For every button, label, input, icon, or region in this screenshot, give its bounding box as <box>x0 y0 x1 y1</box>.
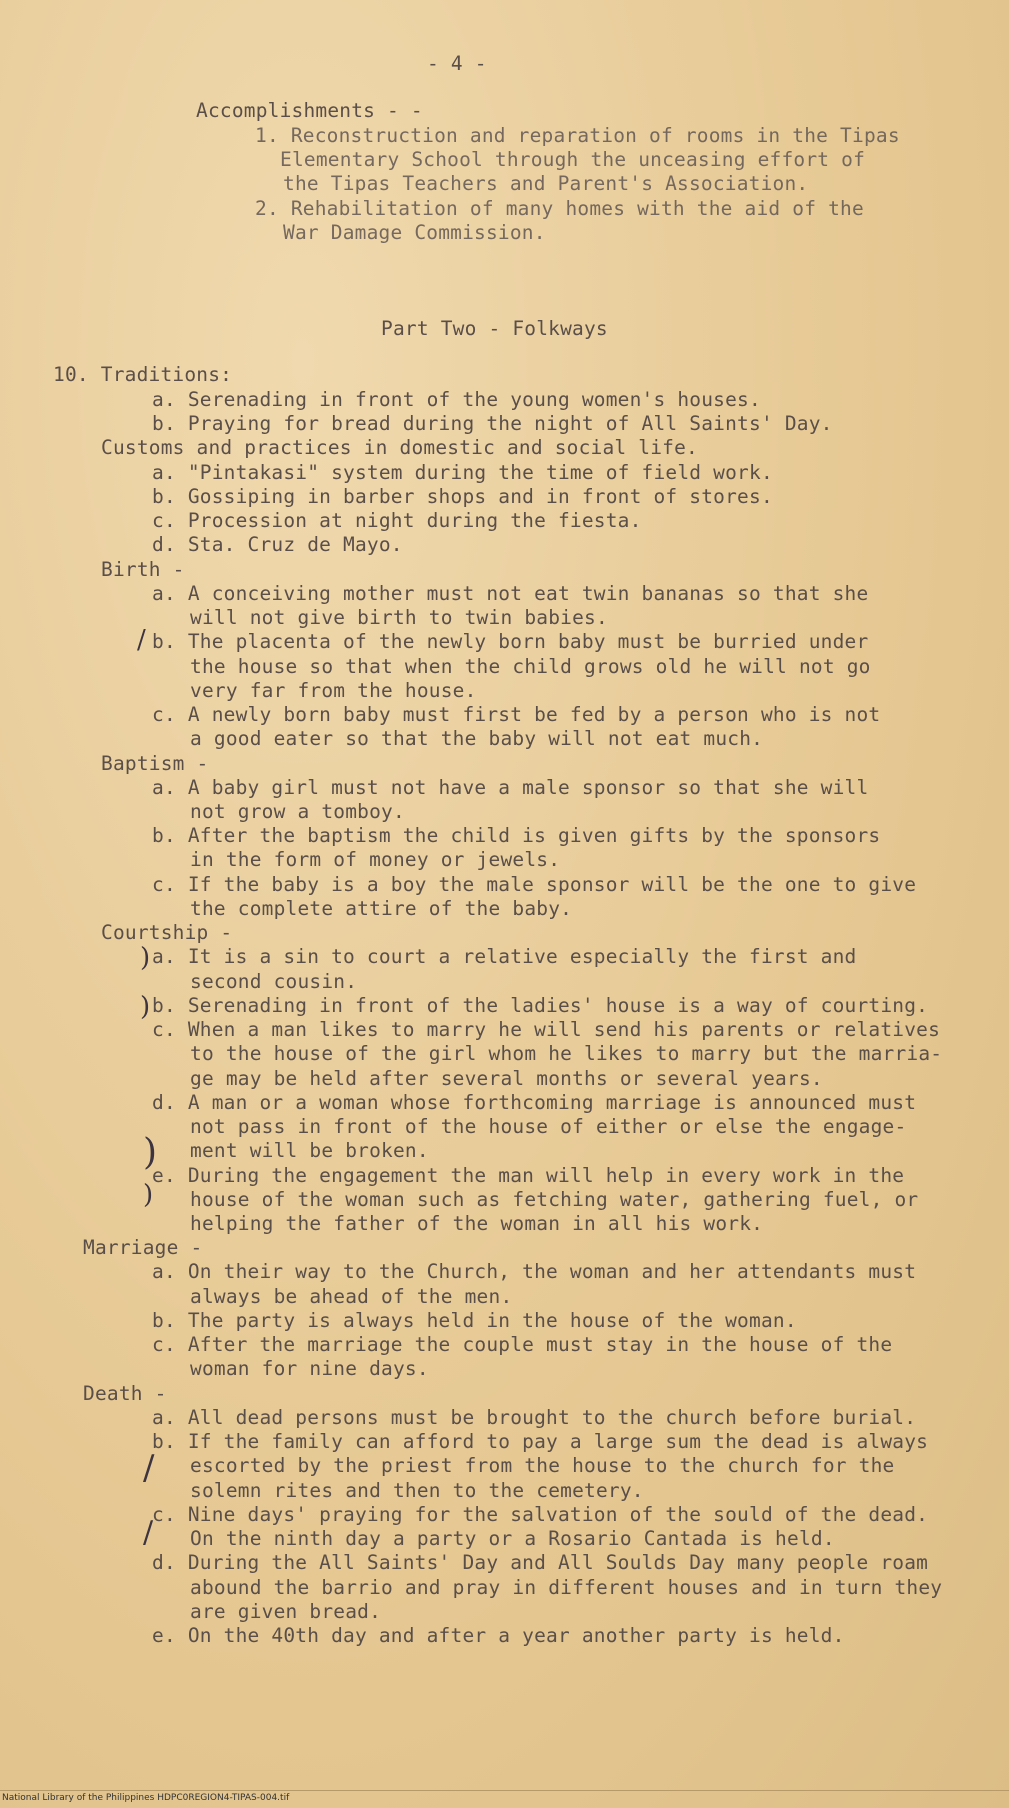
death-item-a: a. All dead persons must be brought to the church before burial. <box>152 1406 917 1429</box>
tradition-item-a: a. Serenading in front of the young women's houses. <box>152 388 761 411</box>
traditions-heading: 10. Traditions: <box>53 363 233 386</box>
accomplishment-line: 2. Rehabilitation of many homes with the aid of the <box>255 197 864 220</box>
marriage-item-c: c. After the marriage the couple must stay in the house of the <box>152 1333 893 1356</box>
accomplishment-line: War Damage Commission. <box>283 221 546 244</box>
baptism-item-a-cont: not grow a tomboy. <box>190 800 405 823</box>
pencil-check-mark: ) <box>143 1180 154 1210</box>
part-title: Part Two - Folkways <box>381 317 608 340</box>
custom-item-d: d. Sta. Cruz de Mayo. <box>152 533 403 556</box>
courtship-item-a: a. It is a sin to court a relative especially the first and <box>152 945 857 968</box>
birth-item-a: a. A conceiving mother must not eat twin bananas so that she <box>152 582 869 605</box>
death-item-d-cont: are given bread. <box>190 1600 382 1623</box>
accomplishments-heading: Accomplishments - - <box>196 99 423 122</box>
courtship-item-d-cont: ment will be broken. <box>190 1139 429 1162</box>
courtship-item-b: b. Serenading in front of the ladies' house is a way of courting. <box>152 994 929 1017</box>
marriage-item-a-cont: always be ahead of the men. <box>190 1285 513 1308</box>
baptism-item-b: b. After the baptism the child is given gifts by the sponsors <box>152 824 881 847</box>
marriage-heading: Marriage - <box>83 1236 203 1259</box>
accomplishment-line: the Tipas Teachers and Parent's Association. <box>283 172 809 195</box>
birth-item-b: b. The placenta of the newly born baby must be burried under <box>152 630 869 653</box>
scan-footer: National Library of the Philippines HDPC0REGION4-TIPAS-004.tif <box>2 1793 290 1803</box>
courtship-item-c-cont: ge may be held after several months or several years. <box>190 1067 823 1090</box>
death-item-c: c. Nine days' praying for the salvation of the sould of the dead. <box>152 1503 929 1526</box>
death-item-b-cont: escorted by the priest from the house to the church for the <box>190 1454 895 1477</box>
baptism-item-c-cont: the complete attire of the baby. <box>190 897 573 920</box>
birth-item-c: c. A newly born baby must first be fed by a person who is not <box>152 703 881 726</box>
birth-heading: Birth - <box>101 558 185 581</box>
pencil-check-mark: / <box>137 625 146 655</box>
courtship-item-c: c. When a man likes to marry he will send his parents or relatives <box>152 1018 941 1041</box>
courtship-item-a-cont: second cousin. <box>190 970 358 993</box>
courtship-item-e-cont: house of the woman such as fetching water, gathering fuel, or <box>190 1188 919 1211</box>
death-heading: Death - <box>83 1382 167 1405</box>
baptism-item-b-cont: in the form of money or jewels. <box>190 848 561 871</box>
scan-border <box>0 1790 1009 1791</box>
custom-item-b: b. Gossiping in barber shops and in front of stores. <box>152 485 773 508</box>
courtship-item-d: d. A man or a woman whose forthcoming marriage is announced must <box>152 1091 917 1114</box>
custom-item-c: c. Procession at night during the fiesta. <box>152 509 642 532</box>
death-item-d: d. During the All Saints' Day and All Soulds Day many people roam <box>152 1551 929 1574</box>
death-item-b: b. If the family can afford to pay a large sum the dead is always <box>152 1430 929 1453</box>
courtship-item-d-cont: not pass in front of the house of either or else the engage- <box>190 1115 907 1138</box>
birth-item-b-cont: very far from the house. <box>190 679 477 702</box>
death-item-d-cont: abound the barrio and pray in different houses and in turn they <box>190 1576 943 1599</box>
baptism-heading: Baptism - <box>101 752 209 775</box>
accomplishment-line: 1. Reconstruction and reparation of rooms in the Tipas <box>255 124 900 147</box>
death-item-e: e. On the 40th day and after a year another party is held. <box>152 1624 845 1647</box>
pencil-bracket-mark: ) <box>143 1132 158 1173</box>
courtship-item-c-cont: to the house of the girl whom he likes to marry but the marria- <box>190 1042 943 1065</box>
baptism-item-a: a. A baby girl must not have a male sponsor so that she will <box>152 776 869 799</box>
marriage-item-c-cont: woman for nine days. <box>190 1357 429 1380</box>
birth-item-b-cont: the house so that when the child grows old he will not go <box>190 655 871 678</box>
custom-item-a: a. "Pintakasi" system during the time of field work. <box>152 461 773 484</box>
courtship-item-e-cont: helping the father of the woman in all his work. <box>190 1212 764 1235</box>
courtship-heading: Courtship - <box>101 921 233 944</box>
birth-item-a-cont: will not give birth to twin babies. <box>190 606 608 629</box>
pencil-bracket-mark: / <box>143 1448 155 1488</box>
page-number: - 4 - <box>427 52 487 75</box>
accomplishment-line: Elementary School through the unceasing effort of <box>280 148 866 171</box>
death-item-c-cont: On the ninth day a party or a Rosario Cantada is held. <box>190 1527 835 1550</box>
marriage-item-b: b. The party is always held in the house of the woman. <box>152 1309 797 1332</box>
death-item-b-cont: solemn rites and then to the cemetery. <box>190 1479 644 1502</box>
pencil-check-mark: ) <box>140 992 151 1022</box>
pencil-check-mark: ) <box>140 943 151 973</box>
tradition-item-b: b. Praying for bread during the night of All Saints' Day. <box>152 412 833 435</box>
marriage-item-a: a. On their way to the Church, the woman and her attendants must <box>152 1260 917 1283</box>
birth-item-c-cont: a good eater so that the baby will not eat much. <box>190 727 764 750</box>
customs-heading: Customs and practices in domestic and social life. <box>101 436 698 459</box>
pencil-bracket-mark: / <box>143 1515 154 1550</box>
baptism-item-c: c. If the baby is a boy the male sponsor will be the one to give <box>152 873 917 896</box>
courtship-item-e: e. During the engagement the man will help in every work in the <box>152 1164 905 1187</box>
